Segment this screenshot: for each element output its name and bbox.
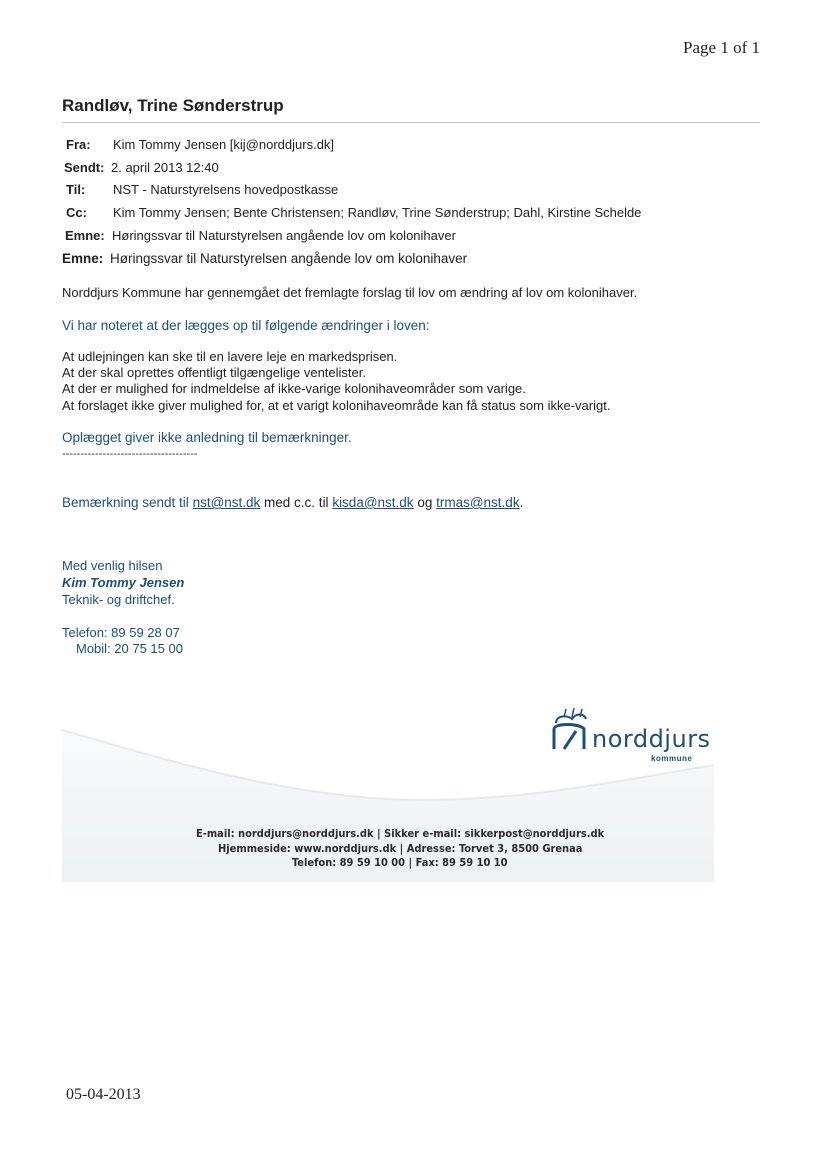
logo-subtitle: kommune [651, 754, 693, 763]
sent-end: . [519, 495, 524, 510]
header-value-cc: Kim Tommy Jensen; Bente Christensen; Randløv, Trine Sønderstrup; Dahl, Kirstine Schelde [113, 205, 642, 220]
signature-mobile: Mobil: 20 75 15 00 [76, 641, 183, 656]
signature-title: Teknik- og driftchef. [62, 592, 175, 607]
change-item: At forslaget ikke giver mulighed for, at et varigt kolonihaveområde kan få status som ikke-varigt. [62, 398, 611, 413]
footer-email-line: E-mail: norddjurs@norddjurs.dk | Sikker e-mail: sikkerpost@norddjurs.dk [196, 827, 605, 840]
header-value-subject: Høringssvar til Naturstyrelsen angående lov om kolonihaver [112, 228, 456, 243]
conclusion-text: Oplægget giver ikke anledning til bemærkninger. [62, 430, 352, 445]
page-number: Page 1 of 1 [683, 38, 760, 57]
change-item: At der er mulighed for indmeldelse af ikke-varige kolonihaveområder som varige. [62, 381, 526, 396]
footer-web-address-line: Hjemmeside: www.norddjurs.dk | Adresse: Torvet 3, 8500 Grenaa [218, 842, 583, 855]
sent-and: og [413, 495, 437, 510]
sender-name: Randløv, Trine Sønderstrup [62, 96, 284, 115]
sent-prefix: Bemærkning sendt til [62, 495, 193, 510]
signature-phone: Telefon: 89 59 28 07 [62, 625, 180, 640]
logo-wordmark: norddjurs [592, 725, 711, 753]
intro-paragraph: Norddjurs Kommune har gennemgået det fremlagte forslag til lov om ændring af lov om kolonihaver. [62, 285, 638, 300]
noted-heading: Vi har noteret at der lægges op til følgende ændringer i loven: [62, 318, 430, 333]
sent-mid: med c.c. til [260, 495, 333, 510]
print-date: 05-04-2013 [66, 1086, 141, 1103]
header-value-to: NST - Naturstyrelsens hovedpostkasse [113, 182, 339, 197]
sent-to-line [62, 495, 523, 510]
header-label: Sendt: [64, 160, 105, 175]
header-value-from: Kim Tommy Jensen [kij@norddjurs.dk] [113, 137, 335, 152]
signature-greeting: Med venlig hilsen [62, 558, 163, 573]
header-value-sent: 2. april 2013 12:40 [111, 160, 219, 175]
header-divider [62, 122, 760, 123]
signature-name: Kim Tommy Jensen [62, 575, 185, 590]
change-item: At der skal oprettes offentligt tilgængelige ventelister. [62, 365, 366, 380]
header-label: Cc: [66, 205, 87, 220]
header-label: Emne: [62, 251, 104, 266]
email-link-nst[interactable]: nst@nst.dk [192, 495, 261, 510]
email-link-trmas[interactable]: trmas@nst.dk [436, 495, 520, 510]
change-item: At udlejningen kan ske til en lavere leje en markedsprisen. [62, 349, 398, 364]
footer-phone-fax-line: Telefon: 89 59 10 00 | Fax: 89 59 10 10 [292, 856, 508, 869]
email-link-kisda[interactable]: kisda@nst.dk [332, 495, 414, 510]
header-value-subject: Høringssvar til Naturstyrelsen angående lov om kolonihaver [110, 251, 468, 266]
header-label: Emne: [65, 228, 105, 243]
dashed-separator: ------------------------------------- [62, 448, 198, 460]
header-label: Til: [66, 182, 86, 197]
header-label: Fra: [66, 137, 91, 152]
